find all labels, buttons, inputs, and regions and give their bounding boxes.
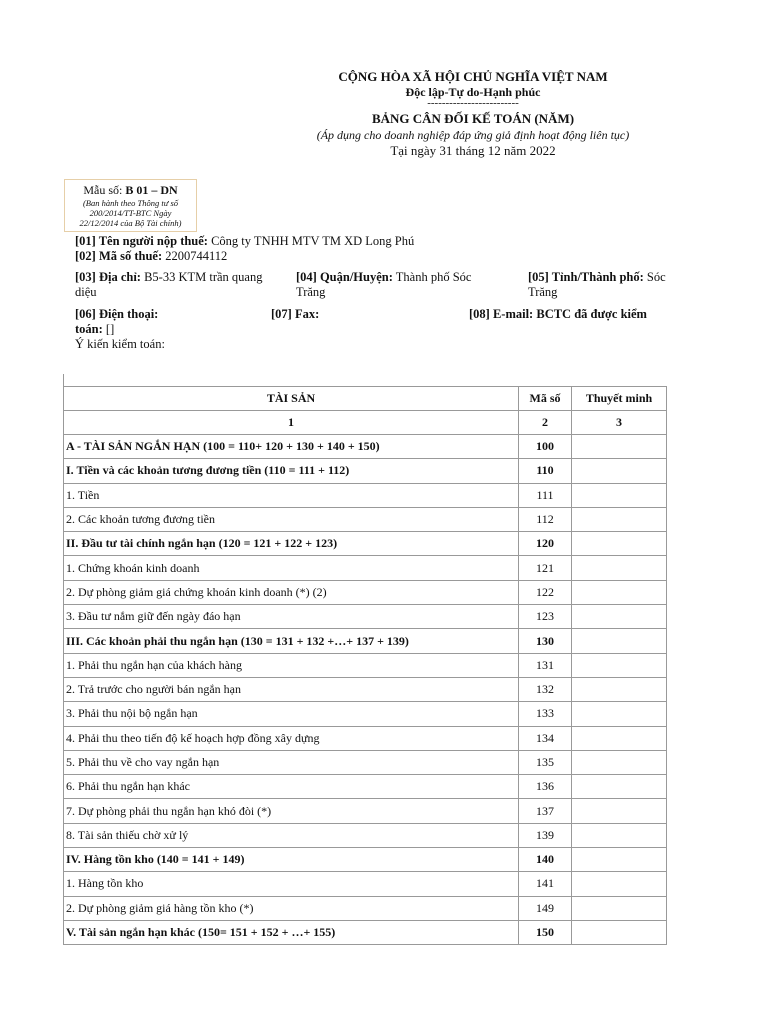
field-label: [04] Quận/Huyện:: [296, 270, 393, 284]
report-date: Tại ngày 31 tháng 12 năm 2022: [390, 143, 556, 158]
table-row: [64, 483, 667, 507]
row-name: 2. Dự phòng giảm giá hàng tồn kho (*): [64, 896, 519, 920]
row-name: 2. Trả trước cho người bán ngắn hạn: [64, 677, 519, 701]
table-row: [64, 750, 667, 774]
field-tax-code: [75, 249, 227, 264]
field-value: Công ty TNHH MTV TM XD Long Phú: [211, 234, 415, 248]
row-note: [572, 799, 667, 823]
field-label: [01] Tên người nộp thuế:: [75, 234, 208, 248]
colnum-1: 1: [64, 411, 519, 435]
form-note-3: 22/12/2014 của Bộ Tài chính): [79, 218, 182, 228]
row-code: 135: [519, 750, 572, 774]
colnum-3: 3: [572, 411, 667, 435]
row-name: III. Các khoản phải thu ngắn hạn (130 = 131 + 132 +…+ 137 + 139): [64, 629, 519, 653]
row-name: 3. Đầu tư nắm giữ đến ngày đáo hạn: [64, 605, 519, 629]
field-label: [03] Địa chỉ:: [75, 270, 141, 284]
report-title: BẢNG CÂN ĐỐI KẾ TOÁN (NĂM): [371, 111, 575, 126]
field-label: [07] Fax:: [271, 307, 320, 321]
row-note: [572, 920, 667, 944]
table-row: [64, 605, 667, 629]
table-colnum-row: [64, 411, 667, 435]
row-code: 131: [519, 653, 572, 677]
row-code: 134: [519, 726, 572, 750]
row-name: 1. Chứng khoán kinh doanh: [64, 556, 519, 580]
row-code: 139: [519, 823, 572, 847]
row-note: [572, 580, 667, 604]
table-row: [64, 823, 667, 847]
row-name: 3. Phải thu nội bộ ngắn hạn: [64, 702, 519, 726]
row-note: [572, 507, 667, 531]
row-code: 132: [519, 677, 572, 701]
row-name: 4. Phải thu theo tiến độ kế hoạch hợp đồng xây dựng: [64, 726, 519, 750]
audit-opinion-label: Ý kiến kiểm toán:: [75, 337, 165, 351]
row-name: 6. Phải thu ngắn hạn khác: [64, 775, 519, 799]
row-code: 136: [519, 775, 572, 799]
row-code: 121: [519, 556, 572, 580]
row-note: [572, 459, 667, 483]
row-note: [572, 677, 667, 701]
table-row: [64, 653, 667, 677]
row-code: 133: [519, 702, 572, 726]
colnum-2: 2: [519, 411, 572, 435]
header-code: Mã số: [519, 387, 572, 411]
row-code: 112: [519, 507, 572, 531]
row-note: [572, 532, 667, 556]
field-province: [528, 270, 666, 285]
field-address: [75, 270, 262, 285]
field-label: [02] Mã số thuế:: [75, 249, 163, 263]
row-name: I. Tiền và các khoản tương đương tiền (110 = 111 + 112): [64, 459, 519, 483]
field-province-cont: Trăng: [528, 285, 558, 299]
row-code: 150: [519, 920, 572, 944]
table-row: [64, 799, 667, 823]
row-note: [572, 775, 667, 799]
row-note: [572, 896, 667, 920]
field-address-cont: diệu: [75, 285, 97, 299]
table-row: [64, 629, 667, 653]
row-name: 2. Dự phòng giảm giá chứng khoán kinh doanh (*) (2): [64, 580, 519, 604]
table-row: [64, 459, 667, 483]
row-note: [572, 702, 667, 726]
table-row: [64, 726, 667, 750]
row-name: 8. Tài sản thiếu chờ xử lý: [64, 823, 519, 847]
table-row: [64, 580, 667, 604]
table-row: [64, 872, 667, 896]
form-code-label: Mẫu số:: [83, 183, 123, 197]
row-code: 110: [519, 459, 572, 483]
country-title: CỘNG HÒA XÃ HỘI CHỦ NGHĨA VIỆT NAM: [338, 69, 608, 84]
field-district-cont: Trăng: [296, 285, 326, 299]
form-code: B 01 – DN: [125, 183, 178, 197]
table-row: [64, 435, 667, 459]
row-code: 122: [519, 580, 572, 604]
field-fax: [271, 307, 319, 322]
row-code: 120: [519, 532, 572, 556]
row-note: [572, 483, 667, 507]
table-row: [64, 775, 667, 799]
row-code: 141: [519, 872, 572, 896]
row-name: II. Đầu tư tài chính ngắn hạn (120 = 121 + 122 + 123): [64, 532, 519, 556]
row-note: [572, 726, 667, 750]
field-label: [06] Điện thoại:: [75, 307, 159, 321]
table-row: [64, 677, 667, 701]
row-note: [572, 629, 667, 653]
row-name: V. Tài sản ngắn hạn khác (150= 151 + 152 + …+ 155): [64, 920, 519, 944]
row-name: 7. Dự phòng phải thu ngắn hạn khó đòi (*): [64, 799, 519, 823]
row-name: 1. Hàng tồn kho: [64, 872, 519, 896]
field-taxpayer-name: [75, 234, 414, 249]
field-value: Thành phố Sóc: [395, 270, 472, 284]
row-note: [572, 872, 667, 896]
audit-label: toán:: [75, 322, 103, 336]
row-note: [572, 823, 667, 847]
field-district: [296, 270, 471, 285]
audit-line: [75, 322, 114, 337]
table-row: [64, 702, 667, 726]
row-code: 111: [519, 483, 572, 507]
field-label: [08] E-mail:: [469, 307, 534, 321]
header-assets: TÀI SẢN: [64, 387, 519, 411]
form-code-line: [65, 183, 196, 198]
audit-checkbox[interactable]: []: [105, 322, 115, 336]
form-note-2: 200/2014/TT-BTC Ngày: [89, 208, 172, 218]
report-subtitle: (Áp dụng cho doanh nghiệp đáp ứng giả định hoạt động liên tục): [316, 128, 630, 142]
table-row: [64, 532, 667, 556]
table-row: [64, 507, 667, 531]
field-email: [469, 307, 647, 322]
form-note-1: (Ban hành theo Thông tư số: [82, 198, 179, 208]
table-row: [64, 920, 667, 944]
row-name: 2. Các khoản tương đương tiền: [64, 507, 519, 531]
row-note: [572, 653, 667, 677]
field-value: B5-33 KTM trần quang: [144, 270, 263, 284]
row-code: 130: [519, 629, 572, 653]
header-note: Thuyết minh: [572, 387, 667, 411]
row-note: [572, 750, 667, 774]
row-code: 137: [519, 799, 572, 823]
divider: -------------------------: [427, 97, 519, 109]
field-label: [05] Tỉnh/Thành phố:: [528, 270, 644, 284]
table-row: [64, 896, 667, 920]
row-name: 1. Phải thu ngắn hạn của khách hàng: [64, 653, 519, 677]
field-value: Sóc: [646, 270, 666, 284]
row-name: 1. Tiền: [64, 483, 519, 507]
row-code: 100: [519, 435, 572, 459]
row-code: 149: [519, 896, 572, 920]
field-value: 2200744112: [165, 249, 228, 263]
balance-sheet-table: [63, 386, 667, 945]
motto: Độc lập-Tự do-Hạnh phúc: [405, 85, 541, 99]
table-row: [64, 848, 667, 872]
row-name: 5. Phải thu về cho vay ngắn hạn: [64, 750, 519, 774]
row-name: IV. Hàng tồn kho (140 = 141 + 149): [64, 848, 519, 872]
row-code: 140: [519, 848, 572, 872]
table-header-row: [64, 387, 667, 411]
balance-sheet-body: [64, 387, 667, 945]
row-note: [572, 556, 667, 580]
row-note: [572, 848, 667, 872]
row-note: [572, 605, 667, 629]
field-phone: [75, 307, 158, 322]
form-code-box: [64, 179, 197, 232]
audit-status: BCTC đã được kiểm: [536, 307, 647, 321]
row-note: [572, 435, 667, 459]
row-code: 123: [519, 605, 572, 629]
row-name: A - TÀI SẢN NGẮN HẠN (100 = 110+ 120 + 130 + 140 + 150): [64, 435, 519, 459]
table-row: [64, 556, 667, 580]
